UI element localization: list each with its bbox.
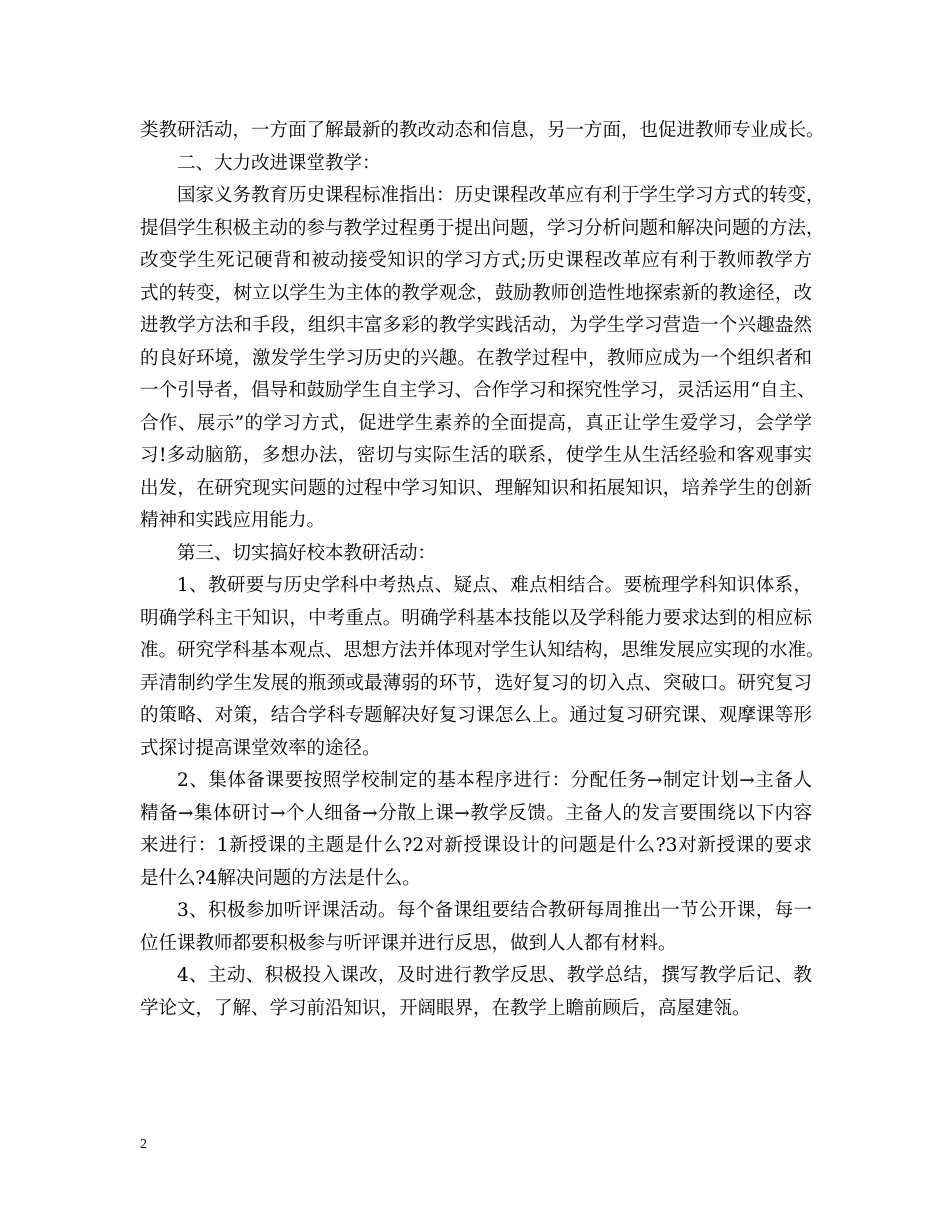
text-line: 式的转变，树立以学生为主体的教学观念，鼓励教师创造性地探索新的教途径，改 (140, 282, 812, 304)
text-line: 1、教研要与历史学科中考热点、疑点、难点相结合。要梳理学科知识体系， (177, 575, 812, 596)
text-line: 出发，在研究现实问题的过程中学习知识、理解知识和拓展知识，培养学生的创新 (140, 477, 812, 499)
text-line: 类教研活动，一方面了解最新的教改动态和信息，另一方面，也促进教师专业成长。 (140, 120, 825, 141)
text-line: 习!多动脑筋，多想办法，密切与实际生活的联系，使学生从生活经验和客观事实 (140, 445, 812, 466)
text-line: 准。研究学科基本观点、思想方法并体现对学生认知结构，思维发展应实现的水准。 (140, 640, 825, 661)
text-line: 弄清制约学生发展的瓶颈或最薄弱的环节，选好复习的切入点、突破口。研究复习 (140, 672, 812, 694)
text-line: 精备→集体研讨→个人细备→分散上课→教学反馈。主备人的发言要围绕以下内容 (140, 802, 812, 824)
text-line: 2、集体备课要按照学校制定的基本程序进行：分配任务→制定计划→主备人 (177, 770, 812, 791)
page-number: 2 (140, 1137, 147, 1152)
text-line: 3、积极参加听评课活动。每个备课组要结合教研每周推出一节公开课，每一 (177, 900, 812, 921)
text-line: 提倡学生积极主动的参与教学过程勇于提出问题，学习分析问题和解决问题的方法， (140, 217, 825, 239)
text-line: 国家义务教育历史课程标准指出：历史课程改革应有利于学生学习方式的转变， (177, 185, 825, 206)
text-line: 第三、切实搞好校本教研活动： (177, 542, 437, 564)
text-line: 来进行：1新授课的主题是什么?2对新授课设计的问题是什么?3对新授课的要求 (140, 835, 812, 856)
text-line: 进教学方法和手段，组织丰富多彩的教学实践活动，为学生学习营造一个兴趣盎然 (140, 315, 812, 336)
text-line: 二、大力改进课堂教学： (177, 152, 381, 174)
text-line: 式探讨提高课堂效率的途径。 (140, 737, 381, 759)
text-line: 学论文，了解、学习前沿知识，开阔眼界，在教学上瞻前顾后，高屋建瓴。 (140, 997, 751, 1019)
text-line: 一个引导者，倡导和鼓励学生自主学习、合作学习和探究性学习，灵活运用“自主、 (140, 380, 816, 401)
text-line: 明确学科主干知识，中考重点。明确学科基本技能以及学科能力要求达到的相应标 (140, 607, 812, 629)
document-body (140, 115, 825, 1025)
text-line: 改变学生死记硬背和被动接受知识的学习方式;历史课程改革应有利于教师教学方 (140, 250, 812, 271)
text-line: 的良好环境，激发学生学习历史的兴趣。在教学过程中，教师应成为一个组织者和 (140, 347, 812, 369)
text-line: 是什么?4解决问题的方法是什么。 (140, 867, 421, 889)
text-line: 4、主动、积极投入课改，及时进行教学反思、教学总结，撰写教学后记、教 (177, 965, 812, 986)
text-line: 位任课教师都要积极参与听评课并进行反思，做到人人都有材料。 (140, 932, 677, 954)
text-line: 精神和实践应用能力。 (140, 510, 326, 531)
text-line: 的策略、对策，结合学科专题解决好复习课怎么上。通过复习研究课、观摩课等形 (140, 705, 812, 726)
text-line: 合作、展示”的学习方式，促进学生素养的全面提高，真正让学生爱学习，会学学 (140, 412, 812, 434)
